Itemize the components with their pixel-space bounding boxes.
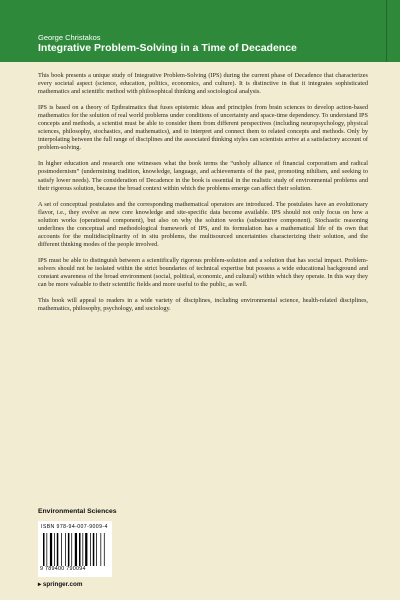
blurb-paragraph: IPS must be able to distinguish between a scientifically rigorous problem-solution and a solution that has social impact. Problem-solvers should not be isolated within the strict boundaries of technical expertise but possess a wide educational background and constant awareness of the broad environment (social, political, economic, and cultural) within which they operate. In this way they can be more valuable to their scientific fields and more useful to the public, as well. [38, 256, 368, 289]
publisher-url [38, 581, 82, 588]
cover-header-band [0, 0, 400, 62]
bullet-icon: ▸ [38, 581, 43, 588]
blurb-paragraph: In higher education and research one witnesses what the book terms the “unholy alliance of financial corporatism and radical postmodernism” (undermining tradition, knowledge, language, and achievements of the past, promoting nihilism, and seeking to satisfy lower needs). The consideration of Decadence in the book is essential in the realistic study of environmental problems and their rigorous solution, because the broad context within which the problems emerge can affect their solution. [38, 160, 368, 192]
author-name: George Christakos [38, 33, 101, 42]
isbn-number: ISBN 978-94-007-9009-4 [41, 524, 108, 530]
back-cover-blurb [38, 72, 368, 321]
blurb-paragraph: This book will appeal to readers in a wide variety of disciplines, including environmental science, health-related disciplines, mathematics, philosophy, psychology, and sociology. [38, 297, 368, 313]
book-title: Integrative Problem-Solving in a Time of Decadence [38, 42, 297, 54]
isbn-barcode [38, 521, 112, 577]
barcode-digits: 9 789400 790094 [40, 566, 86, 572]
blurb-paragraph: A set of conceptual postulates and the corresponding mathematical operators are introduced. The postulates have an evolutionary flavor, i.e., they evolve as new core knowledge and site-specific data become available. IPS should not only focus on how a solution works (operational component), but also on why the solution works (substantive component). Stochastic reasoning underlines the conceptual and methodological framework of IPS, and its formulation has a mathematical life of its own that accounts for the multidisciplinarity of in situ problems, the multisourced uncertainties characterizing their solution, and the different thinking modes of the people involved. [38, 200, 368, 248]
spine-edge [386, 0, 387, 62]
series-name: Environmental Sciences [38, 508, 117, 515]
blurb-paragraph: This book presents a unique study of Integrative Problem-Solving (IPS) during the current phase of Decadence that characterizes every societal aspect (science, education, politics, economics, and culture). It is distinctive in that it integrates sophisticated mathematics and scientific method with philosophical thinking and sociological analysis. [38, 72, 368, 96]
blurb-paragraph: IPS is based on a theory of Epibraimatics that fuses epistemic ideas and principles from brain sciences to develop action-based mathematics for the solution of real world problems under conditions of uncertainty and space-time dependency. To understand IPS concepts and methods, a scientist must be able to consider them from different perspectives (including neuropsychology, physical sciences, philosophy, stochastics, and mathematics), and to interpret and connect them to related concepts and methods. Only by interpolating between the full range of disciplines and the associated thinking styles can scientists arrive at a satisfactory account of problem-solving. [38, 104, 368, 152]
barcode-icon [43, 533, 107, 566]
publisher-url-text: springer.com [42, 581, 83, 588]
